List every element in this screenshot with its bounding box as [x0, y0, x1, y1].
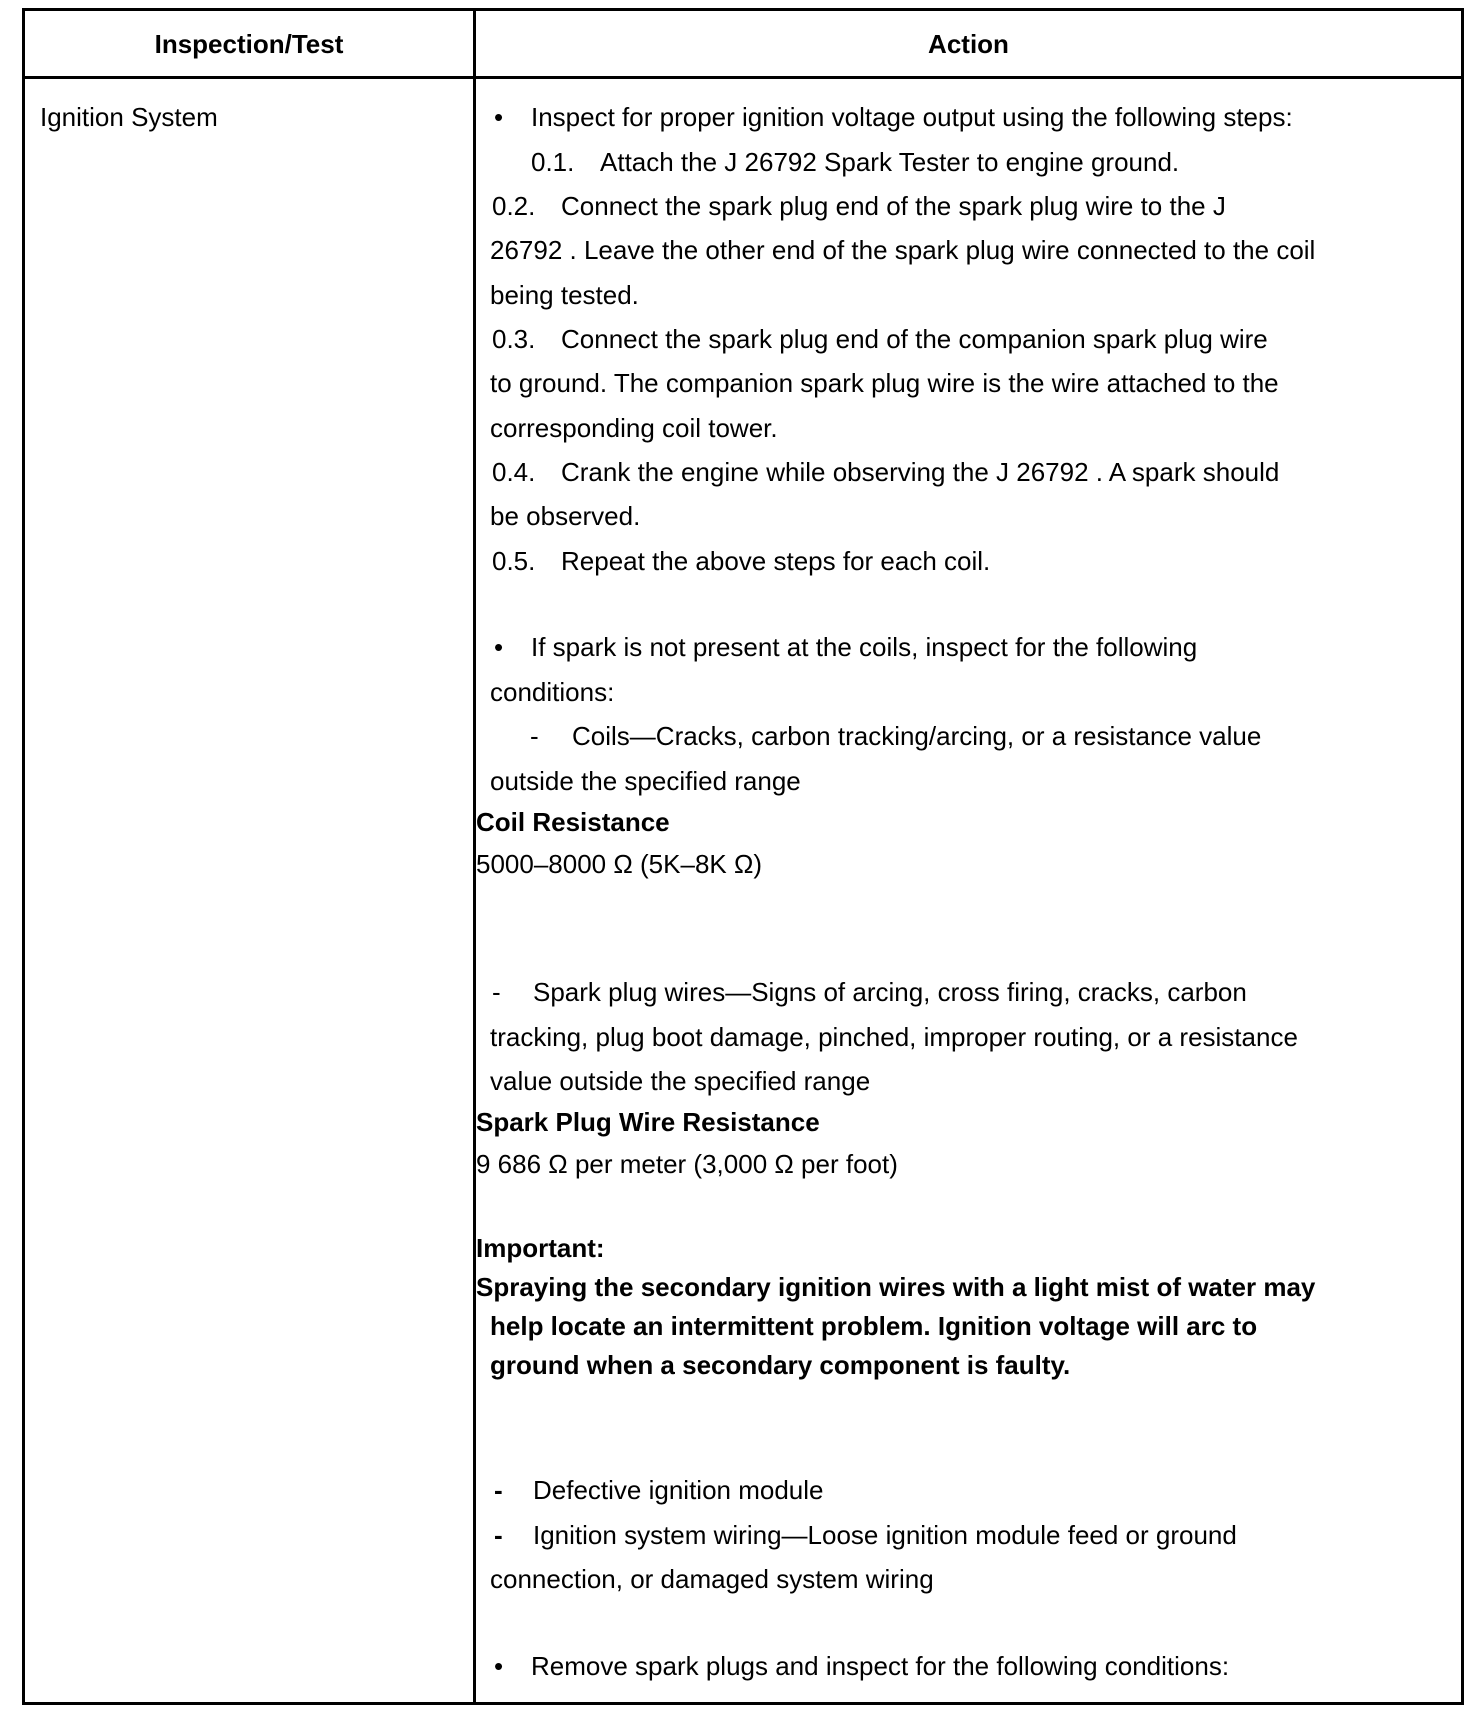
step-connect-wire-line1: Connect the spark plug end of the spark plug wire to the J	[561, 191, 1226, 221]
step-attach-tester: Attach the J 26792 Spark Tester to engine ground.	[600, 147, 1180, 177]
dash-icon: -	[494, 1520, 503, 1550]
important-label: Important:	[476, 1233, 605, 1263]
action-bullet-no-spark-line2: conditions:	[490, 677, 615, 707]
step-companion-wire-line2: to ground. The companion spark plug wire is the wire attached to the	[490, 368, 1279, 398]
dash-icon: -	[492, 977, 501, 1007]
header-action: Action	[928, 29, 1009, 59]
condition-wires-line1: Spark plug wires—Signs of arcing, cross firing, cracks, carbon	[533, 977, 1247, 1007]
bullet-icon: •	[494, 632, 504, 662]
important-text-line3: ground when a secondary component is faulty.	[490, 1350, 1071, 1380]
condition-coils-line1: Coils—Cracks, carbon tracking/arcing, or a resistance value	[572, 721, 1262, 751]
wire-resistance-value: 9 686 Ω per meter (3,000 Ω per foot)	[476, 1149, 898, 1179]
coil-resistance-title: Coil Resistance	[476, 807, 670, 837]
action-bullet-no-spark-line1: If spark is not present at the coils, inspect for the following	[531, 632, 1198, 662]
action-bullet-remove-plugs: Remove spark plugs and inspect for the following conditions:	[531, 1651, 1230, 1681]
step-connect-wire-line2: 26792 . Leave the other end of the spark plug wire connected to the coil	[490, 235, 1316, 265]
step-crank-engine-line1: Crank the engine while observing the J 26792 . A spark should	[561, 457, 1280, 487]
bullet-icon: •	[494, 102, 504, 132]
important-text-line1: Spraying the secondary ignition wires with a light mist of water may	[476, 1272, 1316, 1302]
condition-ignition-module: Defective ignition module	[533, 1475, 824, 1505]
header-divider	[22, 76, 1464, 79]
step-companion-wire-line1: Connect the spark plug end of the companion spark plug wire	[561, 324, 1268, 354]
condition-wires-line2: tracking, plug boot damage, pinched, improper routing, or a resistance	[490, 1022, 1298, 1052]
step-number: 0.4.	[492, 457, 536, 487]
step-repeat-each-coil: Repeat the above steps for each coil.	[561, 546, 991, 576]
header-inspection-test: Inspection/Test	[154, 29, 344, 59]
coil-resistance-value: 5000–8000 Ω (5K–8K Ω)	[476, 849, 763, 879]
dash-icon: -	[530, 721, 539, 751]
step-number: 0.3.	[492, 324, 536, 354]
dash-icon: -	[494, 1475, 503, 1505]
condition-wiring-line1: Ignition system wiring—Loose ignition module feed or ground	[533, 1520, 1237, 1550]
action-bullet-inspect-voltage: Inspect for proper ignition voltage output using the following steps:	[531, 102, 1293, 132]
step-connect-wire-line3: being tested.	[490, 280, 639, 310]
step-number: 0.1.	[531, 147, 575, 177]
condition-coils-line2: outside the specified range	[490, 766, 801, 796]
wire-resistance-title: Spark Plug Wire Resistance	[476, 1107, 820, 1137]
step-number: 0.5.	[492, 546, 536, 576]
bullet-icon: •	[494, 1651, 504, 1681]
condition-wiring-line2: connection, or damaged system wiring	[490, 1564, 934, 1594]
step-crank-engine-line2: be observed.	[490, 501, 641, 531]
condition-wires-line3: value outside the specified range	[490, 1066, 871, 1096]
step-number: 0.2.	[492, 191, 536, 221]
important-text-line2: help locate an intermittent problem. Ignition voltage will arc to	[490, 1311, 1258, 1341]
inspection-ignition-system: Ignition System	[40, 102, 218, 132]
step-companion-wire-line3: corresponding coil tower.	[490, 413, 778, 443]
